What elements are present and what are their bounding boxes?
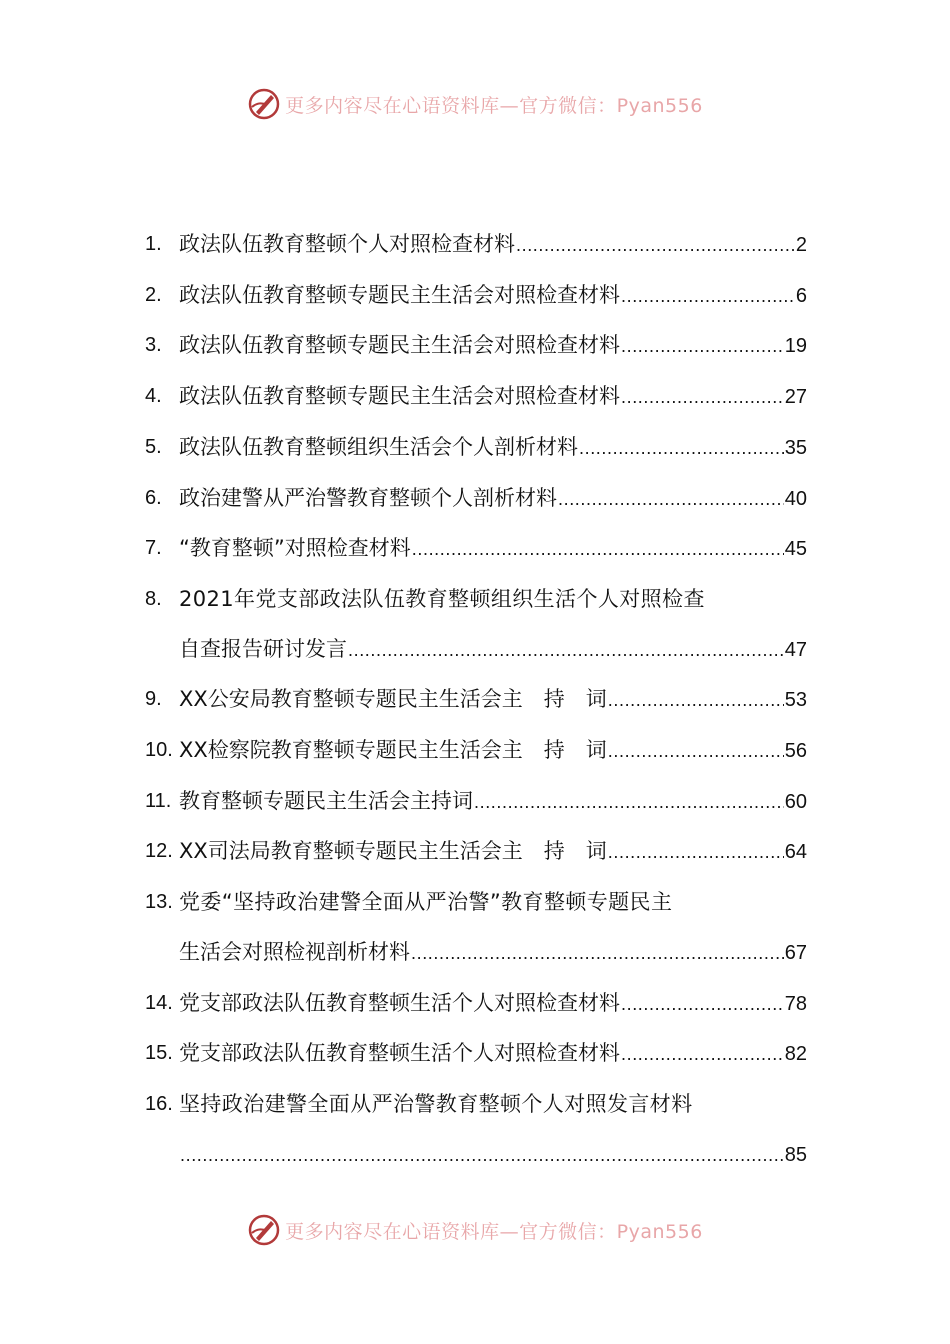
entry-number: 2.	[145, 283, 162, 306]
page-number: 53	[784, 689, 807, 712]
entry-number: 5.	[145, 435, 162, 458]
entry-title: 教育整顿专题民主生活会主持词	[179, 788, 473, 813]
entry-number: 8.	[145, 587, 162, 610]
pen-logo-icon	[247, 87, 281, 121]
dot-leader	[180, 1130, 784, 1181]
entry-number: 1.	[145, 233, 162, 255]
entry-number: 11.	[145, 789, 172, 812]
toc-entry[interactable]	[145, 271, 807, 322]
toc-entry[interactable]	[145, 1080, 807, 1180]
entry-title-line1: 2021年党支部政法队伍教育整顿组织生活个人对照检查	[179, 586, 705, 611]
toc-entry[interactable]	[145, 1029, 807, 1080]
dot-leader	[621, 1029, 784, 1080]
dot-leader	[516, 220, 795, 271]
page-number: 64	[784, 841, 807, 864]
toc-entry[interactable]	[145, 777, 807, 828]
entry-number: 12.	[145, 840, 173, 863]
entry-number: 16.	[145, 1092, 173, 1115]
toc-entry[interactable]	[145, 878, 807, 978]
entry-title: XX检察院教育整顿专题民主生活会主 持 词	[179, 738, 607, 763]
entry-number: 15.	[145, 1042, 173, 1065]
entry-title: 自查报告研讨发言	[179, 636, 347, 661]
entry-number: 7.	[145, 537, 162, 560]
dot-leader	[579, 423, 784, 474]
toc-entry[interactable]	[145, 575, 807, 675]
table-of-contents	[145, 220, 807, 1180]
page-number: 47	[784, 638, 807, 661]
entry-title: 政法队伍教育整顿组织生活会个人剖析材料	[179, 434, 578, 459]
entry-title: 政法队伍教育整顿专题民主生活会对照检查材料	[179, 333, 620, 358]
toc-entry[interactable]	[145, 220, 807, 271]
entry-number: 10.	[145, 739, 173, 762]
page-number: 85	[784, 1143, 807, 1166]
toc-entry[interactable]	[145, 524, 807, 575]
dot-leader	[558, 474, 784, 525]
entry-title: 政法队伍教育整顿专题民主生活会对照检查材料	[179, 384, 620, 409]
page-number: 56	[784, 740, 807, 763]
page-number: 40	[784, 487, 807, 510]
page-number: 35	[784, 436, 807, 459]
entry-title-line1: 党委“坚持政治建警全面从严治警”教育整顿专题民主	[179, 890, 673, 915]
toc-entry[interactable]	[145, 423, 807, 474]
toc-entry[interactable]	[145, 474, 807, 525]
entry-title: 政法队伍教育整顿专题民主生活会对照检查材料	[179, 282, 620, 307]
entry-title-line1: 坚持政治建警全面从严治警教育整顿个人对照发言材料	[179, 1091, 693, 1116]
toc-entry[interactable]	[145, 675, 807, 726]
pen-logo-icon	[247, 1213, 281, 1247]
entry-title: “教育整顿”对照检查材料	[179, 536, 411, 561]
page-number: 19	[784, 335, 807, 358]
dot-leader	[474, 777, 784, 828]
dot-leader	[621, 271, 795, 322]
footer-banner	[0, 1210, 950, 1250]
entry-title: XX司法局教育整顿专题民主生活会主 持 词	[179, 839, 607, 864]
toc-entry[interactable]	[145, 726, 807, 777]
page-number: 78	[784, 992, 807, 1015]
entry-number: 9.	[145, 688, 162, 711]
entry-number: 14.	[145, 991, 173, 1014]
entry-title: 政治建警从严治警教育整顿个人剖析材料	[179, 485, 557, 510]
dot-leader	[621, 979, 784, 1030]
page-number: 60	[784, 790, 807, 813]
entry-title: 生活会对照检视剖析材料	[179, 939, 410, 964]
wechat-id: Pyan556	[616, 94, 703, 117]
dot-leader	[411, 928, 784, 979]
banner-text: 更多内容尽在心语资料库—官方微信：Pyan556	[285, 1220, 703, 1243]
page-number: 82	[784, 1043, 807, 1066]
entry-title: 党支部政法队伍教育整顿生活个人对照检查材料	[179, 990, 620, 1015]
dot-leader	[608, 827, 784, 878]
entry-number: 3.	[145, 334, 162, 357]
page-number: 27	[784, 386, 807, 409]
entry-title: XX公安局教育整顿专题民主生活会主 持 词	[179, 687, 607, 712]
page-number: 67	[784, 941, 807, 964]
entry-title: 党支部政法队伍教育整顿生活个人对照检查材料	[179, 1041, 620, 1066]
toc-entry[interactable]	[145, 321, 807, 372]
dot-leader	[621, 372, 784, 423]
toc-entry[interactable]	[145, 827, 807, 878]
page-number: 6	[795, 284, 807, 307]
dot-leader	[348, 625, 784, 676]
dot-leader	[621, 321, 784, 372]
banner-text: 更多内容尽在心语资料库—官方微信：Pyan556	[285, 94, 703, 117]
page-number: 45	[784, 538, 807, 561]
toc-entry[interactable]	[145, 979, 807, 1030]
entry-number: 13.	[145, 891, 173, 914]
page-number: 2	[795, 234, 807, 256]
wechat-id: Pyan556	[616, 1220, 703, 1243]
dot-leader	[608, 675, 784, 726]
dot-leader	[608, 726, 784, 777]
entry-number: 6.	[145, 486, 162, 509]
dot-leader	[412, 524, 784, 575]
header-banner	[0, 84, 950, 124]
entry-title: 政法队伍教育整顿个人对照检查材料	[179, 232, 515, 256]
toc-entry[interactable]	[145, 372, 807, 423]
entry-number: 4.	[145, 385, 162, 408]
